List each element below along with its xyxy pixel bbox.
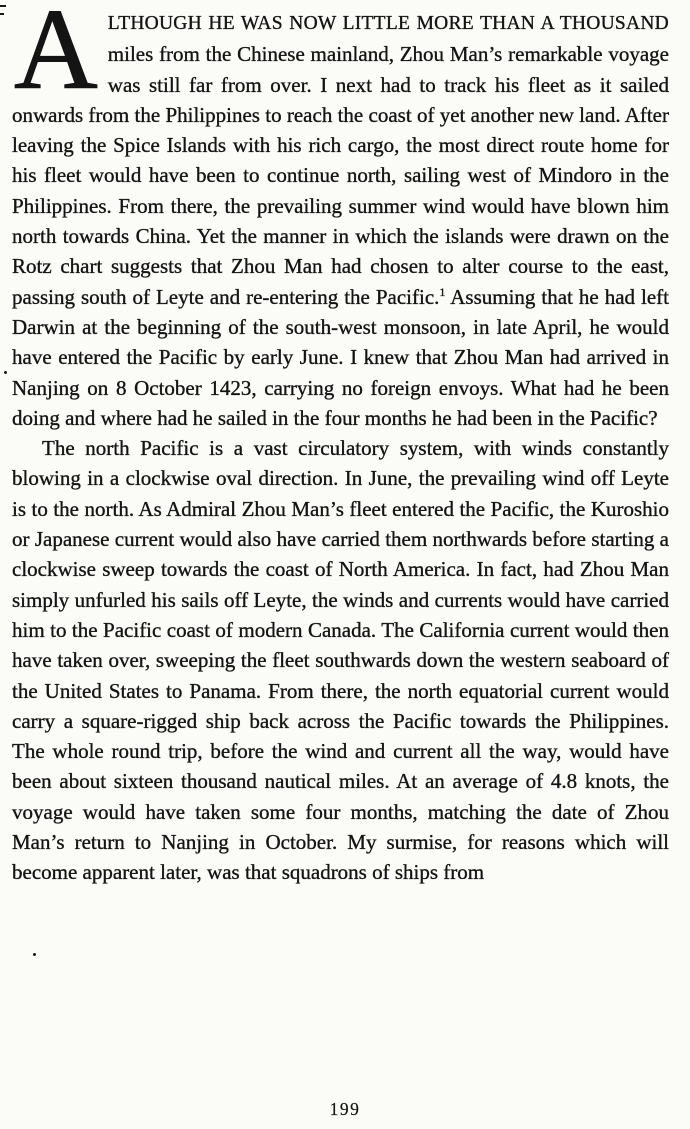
paragraph1-text-continued: Assuming that he had left Darwin at the beginning of the south-west monsoon, in late April, he would have entered the Pacific by early June. I knew that Zhou Man had arrived in Nanjing on 8 October 1423, carrying no foreign envoys. What had he been doing and where had he sailed in the four months he had been in the Pacific?	[12, 284, 669, 430]
scan-speck	[4, 371, 7, 374]
page-number: 199	[329, 1099, 361, 1119]
paragraph1-text: miles from the Chinese mainland, Zhou Man’s remarkable voyage was still far from over. I next had to track his fleet as it sailed onwards from the Philippines to reach the coast of yet another new land. After leaving the Spice Islands with his rich cargo, the most direct route home for his fleet would have been to continue north, sailing west of Mindoro in the Philippines. From there, the prevailing summer wind would have blown him north towards China. Yet the manner in which the islands were drawn on the Rotz chart suggests that Zhou Man had chosen to alter course to the east, passing south of Leyte and re-entering the Pacific.	[12, 42, 669, 309]
opening-line-caps: LTHOUGH HE WAS NOW LITTLE MORE THAN A THOUSAND	[107, 13, 669, 34]
second-paragraph	[12, 433, 669, 887]
scan-artifact	[0, 13, 4, 15]
drop-cap-letter: A	[14, 0, 98, 114]
opening-paragraph	[12, 0, 669, 433]
scan-speck	[33, 953, 36, 956]
scan-artifact	[0, 5, 6, 7]
footnote-marker: 1	[439, 284, 446, 299]
paragraph2-text: The north Pacific is a vast circulatory system, with winds constantly blowing in a clockwise oval direction. In June, the prevailing wind off Leyte is to the north. As Admiral Zhou Man’s fleet entered the Pacific, the Kuroshio or Japanese current would also have carried them northwards before starting a clockwise sweep towards the coast of North America. In fact, had Zhou Man simply unfurled his sails off Leyte, the winds and currents would have carried him to the Pacific coast of modern Canada. The California current would then have taken over, sweeping the fleet southwards down the western seaboard of the United States to Panama. From there, the north equatorial current would carry a square-rigged ship back across the Pacific towards the Philippines. The whole round trip, before the wind and current all the way, would have been about sixteen thousand nautical miles. At an average of 4.8 knots, the voyage would have taken some four months, matching the date of Zhou Man’s return to Nanjing in October. My surmise, for reasons which will become apparent later, was that squadrons of ships from	[12, 436, 669, 885]
